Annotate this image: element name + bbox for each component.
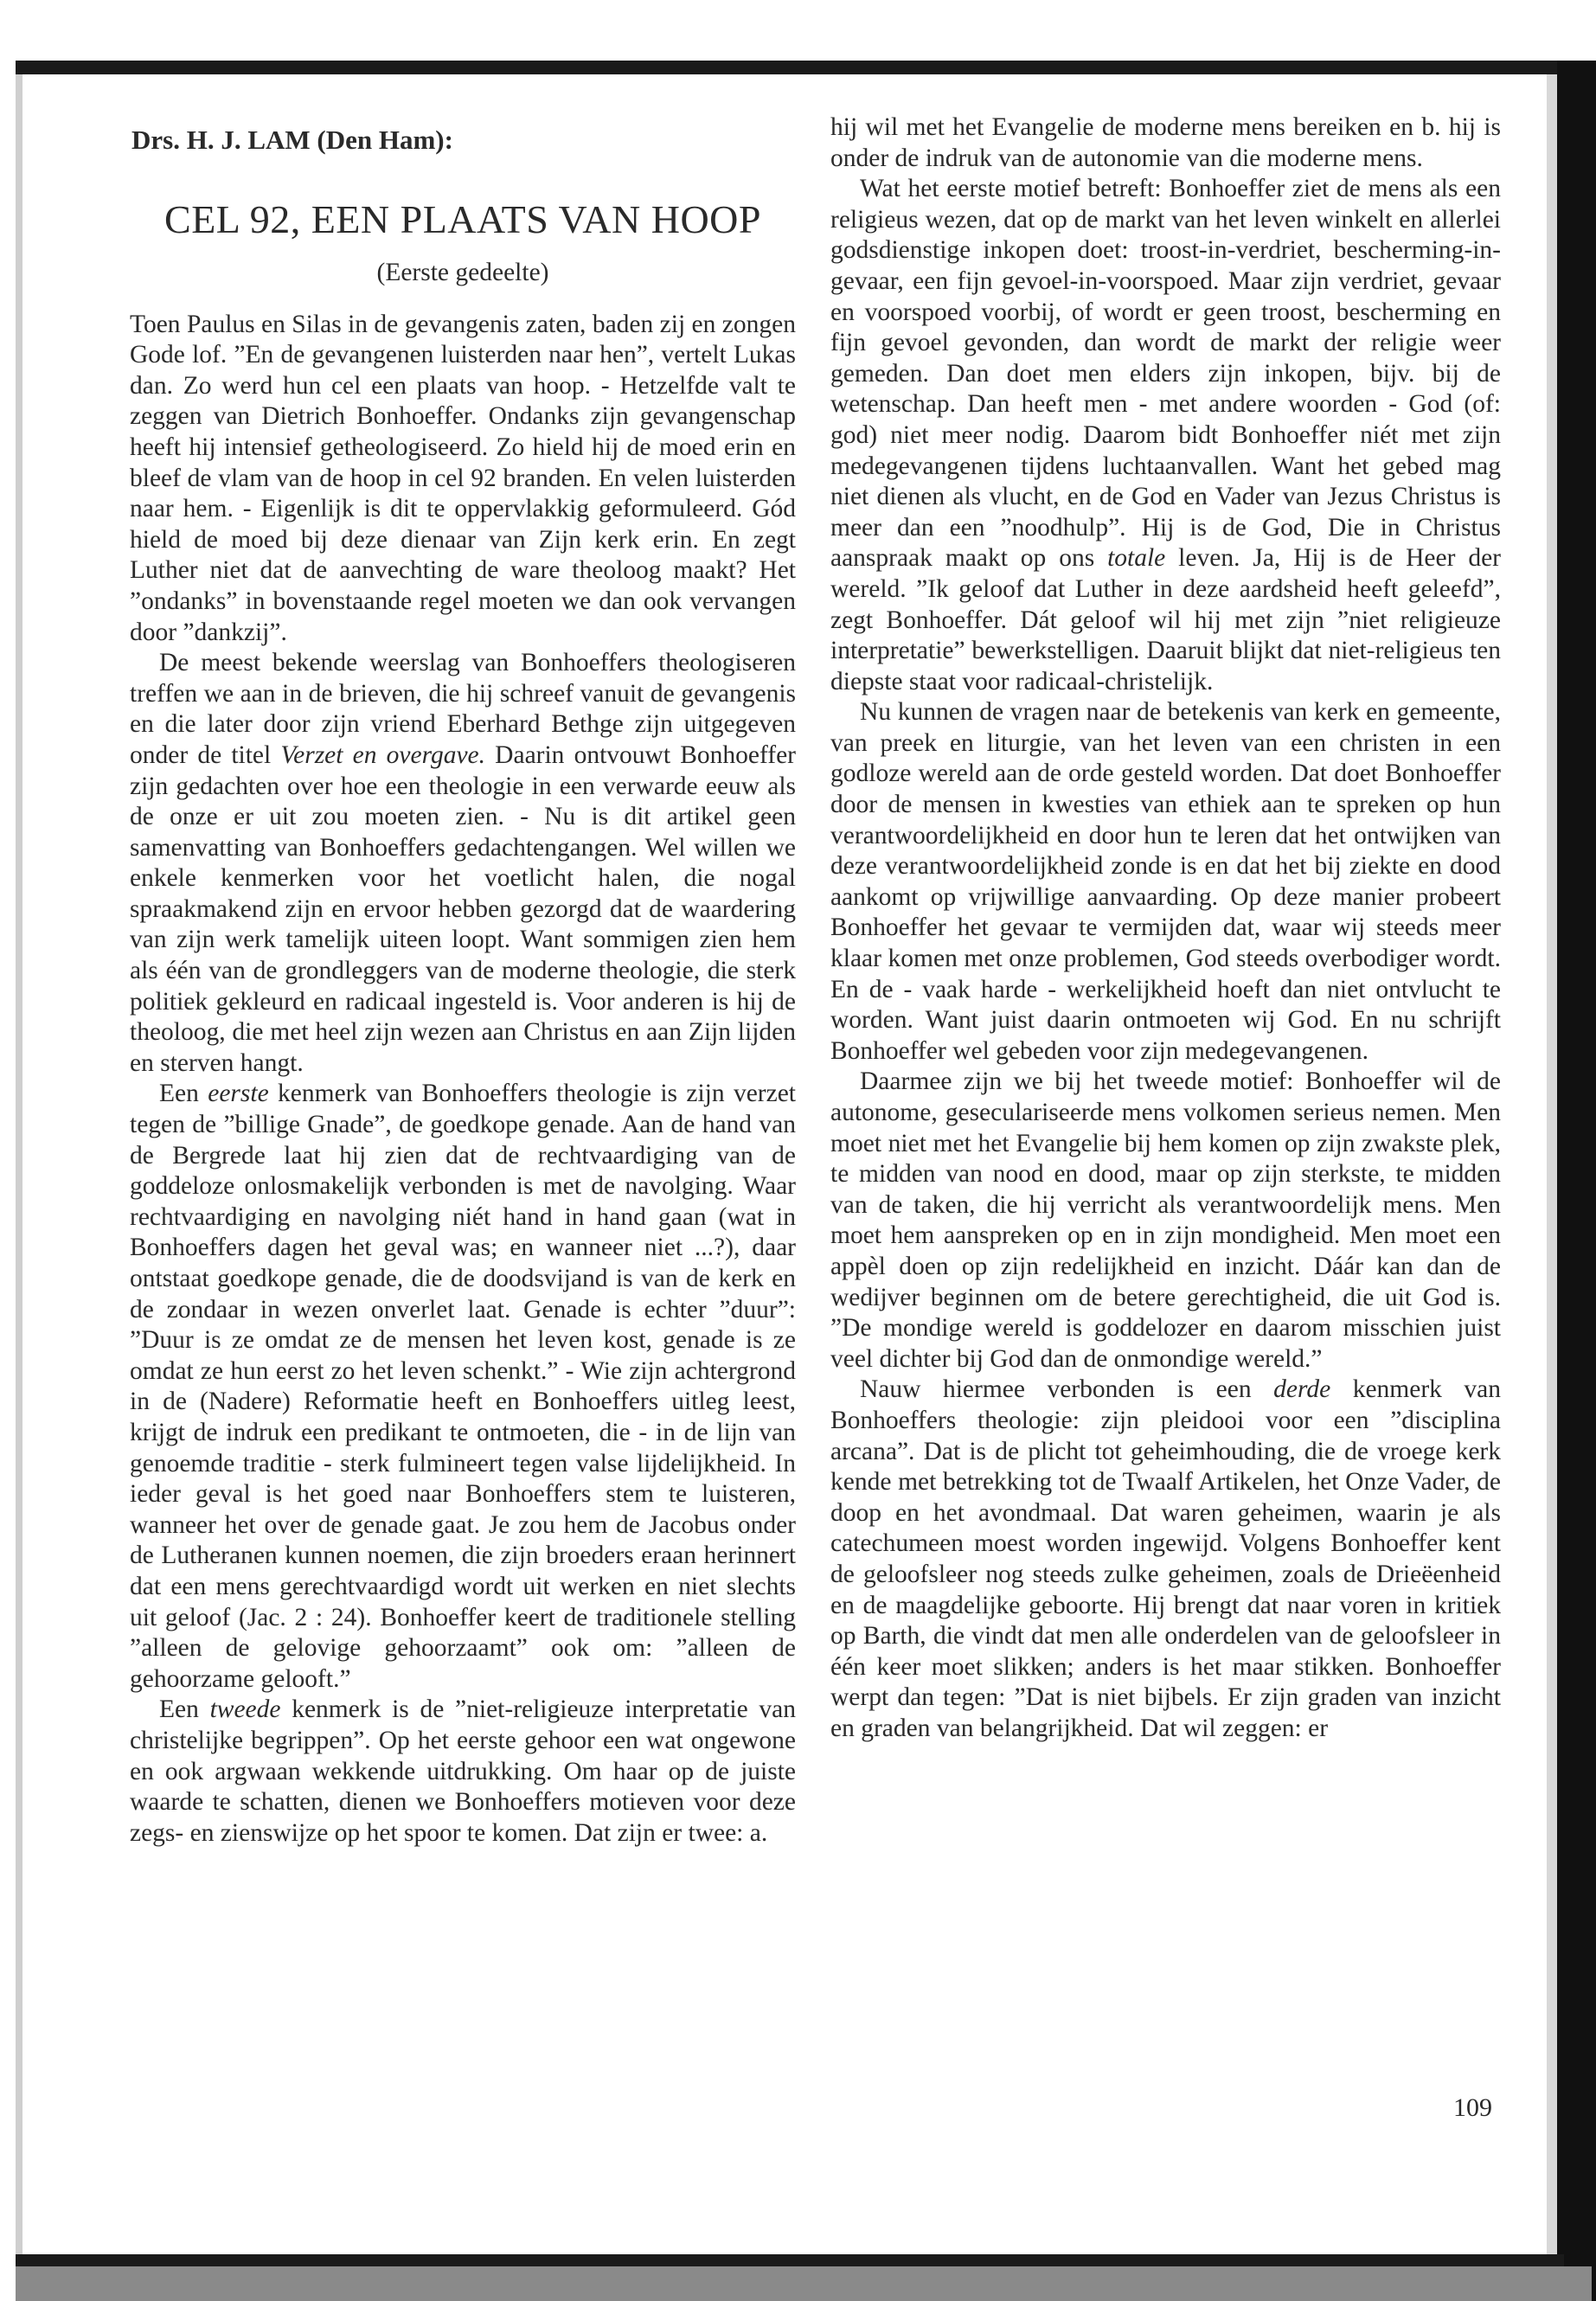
author-byline: Drs. H. J. LAM (Den Ham): <box>131 125 453 155</box>
scan-border-bottom <box>16 2254 1564 2266</box>
emphasis: eerste <box>208 1080 269 1108</box>
scan-border-top <box>16 61 1592 74</box>
scan-border-left <box>16 74 22 2254</box>
text-run: kenmerk van Bonhoeffers theologie: zijn pleidooi voor een ”disciplina arcana”. Dat is de plicht tot geheimhouding, die de vroege kerk kende met betrekking tot de Twaalf Artikelen, het Onze Vader, de doop en het avondmaal. Dat waren geheimen, waarin je als catechumeen moest worden ingewijd. Volgens Bonhoeffer kent de geloofsleer nog steeds zulke geheimen, zoals de Drieëenheid en de maagdelijke geboorte. Hij brengt dat naar voren in kritiek op Barth, die vindt dat men alle onderdelen van de geloofsleer in één keer moet slikken; anders is het maar stikken. Bonhoeffer werpt dan tegen: ”Dat is niet bijbels. Er zijn graden van inzicht en graden van belangrijkheid. Dat wil zeggen: er <box>830 1375 1501 1742</box>
text-run: Nauw hiermee verbonden is een <box>860 1375 1274 1404</box>
text-run: Wat het eerste motief betreft: Bonhoeffer ziet de mens als een religieus wezen, dat op de markt van het leven winkelt en allerlei godsdienstige inkopen doet: troost-in-verdriet, bescherming-in-gevaar, een fijn gevoel-in-voorspoed. Maar zijn verdriet, gevaar en voorspoed voorbij, of wordt er geen troost, bescherming en fijn gevoel gevonden, dan wordt de markt der religie weer gemeden. Dan doet men elders zijn inkopen, bijv. bij de wetenschap. Dan heeft men - met andere woorden - God (of: god) niet meer nodig. Daarom bidt Bonhoeffer niét met zijn medegevangenen tijdens luchtaanvallen. Want het gebed mag niet dienen als vlucht, en de God en Vader van Jezus Christus is meer dan een ”noodhulp”. Hij is de God, Die in Christus aanspraak maakt op ons <box>830 175 1501 573</box>
paragraph-eerste-motief <box>830 174 1501 697</box>
left-column <box>130 112 796 1849</box>
emphasis: tweede <box>209 1695 281 1724</box>
emphasis: totale <box>1107 544 1166 573</box>
text-run: leven. Ja, Hij is de Heer der wereld. ”Ik geloof dat Luther in deze aardsheid heeft geleefd”, zegt Bonhoeffer. Dát geloof wil hij met zijn ”niet religieuze interpretatie” bewerkstelligen. Daaruit blijkt dat niet-religieus ten diepste staat voor radicaal-christelijk. <box>830 544 1501 695</box>
text-run: Daarin ontvouwt Bonhoeffer zijn gedachten over hoe een theologie in een verwarde eeuw als de onze er uit zou moeten zien. - Nu is dit artikel geen samenvatting van Bonhoeffers gedachtengangen. Wel willen we enkele kenmerken voor het voetlicht halen, die nogal spraakmakend zijn en ervoor hebben gezorgd dat de waardering van zijn werk tamelijk uiteen loopt. Want sommigen zien hem als één van de grondleggers van de moderne theologie, die sterk politiek gekleurd en radicaal ingesteld is. Voor anderen is hij de theoloog, die met heel zijn wezen aan Christus en aan Zijn lijden en sterven hangt. <box>130 740 796 1077</box>
page-number: 109 <box>1453 2093 1492 2122</box>
paragraph-derde-kenmerk <box>830 1375 1501 1744</box>
paragraph-continuation: hij wil met het Evangelie de moderne mens bereiken en b. hij is onder de indruk van de autonomie van die moderne mens. <box>830 113 1501 172</box>
paragraph-tweede-kenmerk <box>130 1695 796 1849</box>
book-title: Verzet en overgave. <box>280 740 486 769</box>
paragraph-intro: Toen Paulus en Silas in de gevangenis zaten, baden zij en zongen Gode lof. ”En de gevangenen luisterden naar hen”, vertelt Lukas dan. Zo werd hun cel een plaats van hoop. - Hetzelfde valt te zeggen van Dietrich Bonhoeffer. Ondanks zijn gevangenschap heeft hij intensief getheologiseerd. Zo hield hij de moed erin en bleef de vlam van de hoop in cel 92 branden. En velen luisterden naar hem. - Eigenlijk is dit te oppervlakkig geformuleerd. Gód hield de moed bij deze dienaar van Zijn kerk erin. En zegt Luther niet dat de aanvechting de ware theoloog maakt? Het ”ondanks” in bovenstaande regel moeten we dan ook vervangen door ”dankzij”. <box>130 310 796 646</box>
text-run: Een <box>159 1080 208 1108</box>
paragraph-kerk-en-gemeente: Nu kunnen de vragen naar de betekenis van kerk en gemeente, van preek en liturgie, van het leven van een christen in een godloze wereld aan de orde gesteld worden. Dat doet Bonhoeffer door de mensen in kwesties van ethiek aan te spreken op hun verantwoordelijkheid en door hun te leren dat het ontwijken van deze verantwoordelijkheid zonde is en dat het bij ziekte en dood aankomt op vrijwillige aanvaarding. Op deze manier probeert Bonhoeffer het gevaar te vermijden dat, waar wij steeds meer klaar komen met onze problemen, God steeds overbodiger wordt. En de - vaak harde - werkelijkheid hoeft dan niet ontvlucht te worden. Want juist daarin ontmoeten wij God. En nu schrijft Bonhoeffer wel gebeden voor zijn medegevangenen. <box>830 698 1501 1065</box>
scan-border-bottom-shade <box>16 2266 1592 2301</box>
text-run: De meest bekende weerslag van Bonhoeffers theologiseren treffen we aan in de brieven, die hij schreef vanuit de gevangenis en die later door zijn vriend Eberhard Bethge zijn uitgegeven onder de titel <box>130 649 796 769</box>
paragraph-tweede-motief: Daarmee zijn we bij het tweede motief: Bonhoeffer wil de autonome, geseculariseerde mens volkomen serieus nemen. Men moet niet met het Evangelie bij hem komen op zijn zwakste plek, te midden van nood en dood, maar op zijn sterkste, te midden van de taken, die hij verricht als verantwoordelijk mens. Men moet hem aanspreken op en in zijn mondigheid. Men moet een appèl doen op zijn redelijkheid en inzicht. Dáár kan dan de wedijver beginnen om de betere gerechtigheid, die uit God is. ”De mondige wereld is goddelozer en daarom misschien juist veel dichter bij God dan de onmondige wereld.” <box>830 1067 1501 1373</box>
scan-border-right <box>1557 61 1596 2301</box>
text-run: Een <box>159 1695 210 1724</box>
paragraph-eerste-kenmerk <box>130 1079 796 1695</box>
article-subtitle: (Eerste gedeelte) <box>376 259 549 286</box>
right-column <box>830 112 1501 1744</box>
article-title: CEL 92, EEN PLAATS VAN HOOP <box>164 197 761 241</box>
text-run: kenmerk van Bonhoeffers theologie is zijn verzet tegen de ”billige Gnade”, de goedkope genade. Aan de hand van de Bergrede laat hij zien dat de rechtvaardiging van de goddeloze onlosmakelijk verbonden is met de navolging. Waar rechtvaardiging en navolging niét hand in hand gaan (wat in Bonhoeffers dagen het geval was; en wanneer niet ...?), daar ontstaat goedkope genade, die de doodsvijand is van de kerk en de zondaar in wezen onverlet laat. Genade is echter ”duur”: ”Duur is ze omdat ze de mensen het leven kost, genade is ze omdat ze hun eerst zo het leven schenkt.” - Wie zijn achtergrond in de (Nadere) Reformatie heeft en Bonhoeffers uitleg leest, krijgt de indruk een predikant te ontmoeten, die - in de lijn van genoemde traditie - sterk fulmineert tegen valse lijdelijkheid. In ieder geval is het goed naar Bonhoeffers stem te luisteren, wanneer het over de genade gaat. Je zou hem de Jacobus onder de Lutheranen kunnen noemen, die zijn broeders eraan herinnert dat een mens gerechtvaardigd wordt uit werken en niet slechts uit geloof (Jac. 2 : 24). Bonhoeffer keert de traditionele stelling ”alleen de gelovige gehoorzaamt” ook om: ”alleen de gehoorzame gelooft.” <box>130 1080 796 1693</box>
text-run: kenmerk is de ”niet-religieuze interpretatie van christelijke begrippen”. Op het eerste gehoor een wat ongewone en ook argwaan wekkende uitdrukking. Om haar op de juiste waarde te schatten, dienen we Bonhoeffers motieven voor deze zegs- en zienswijze op het spoor te komen. Dat zijn er twee: a. <box>130 1695 796 1847</box>
paragraph-brieven <box>130 648 796 1079</box>
emphasis: derde <box>1273 1375 1331 1404</box>
